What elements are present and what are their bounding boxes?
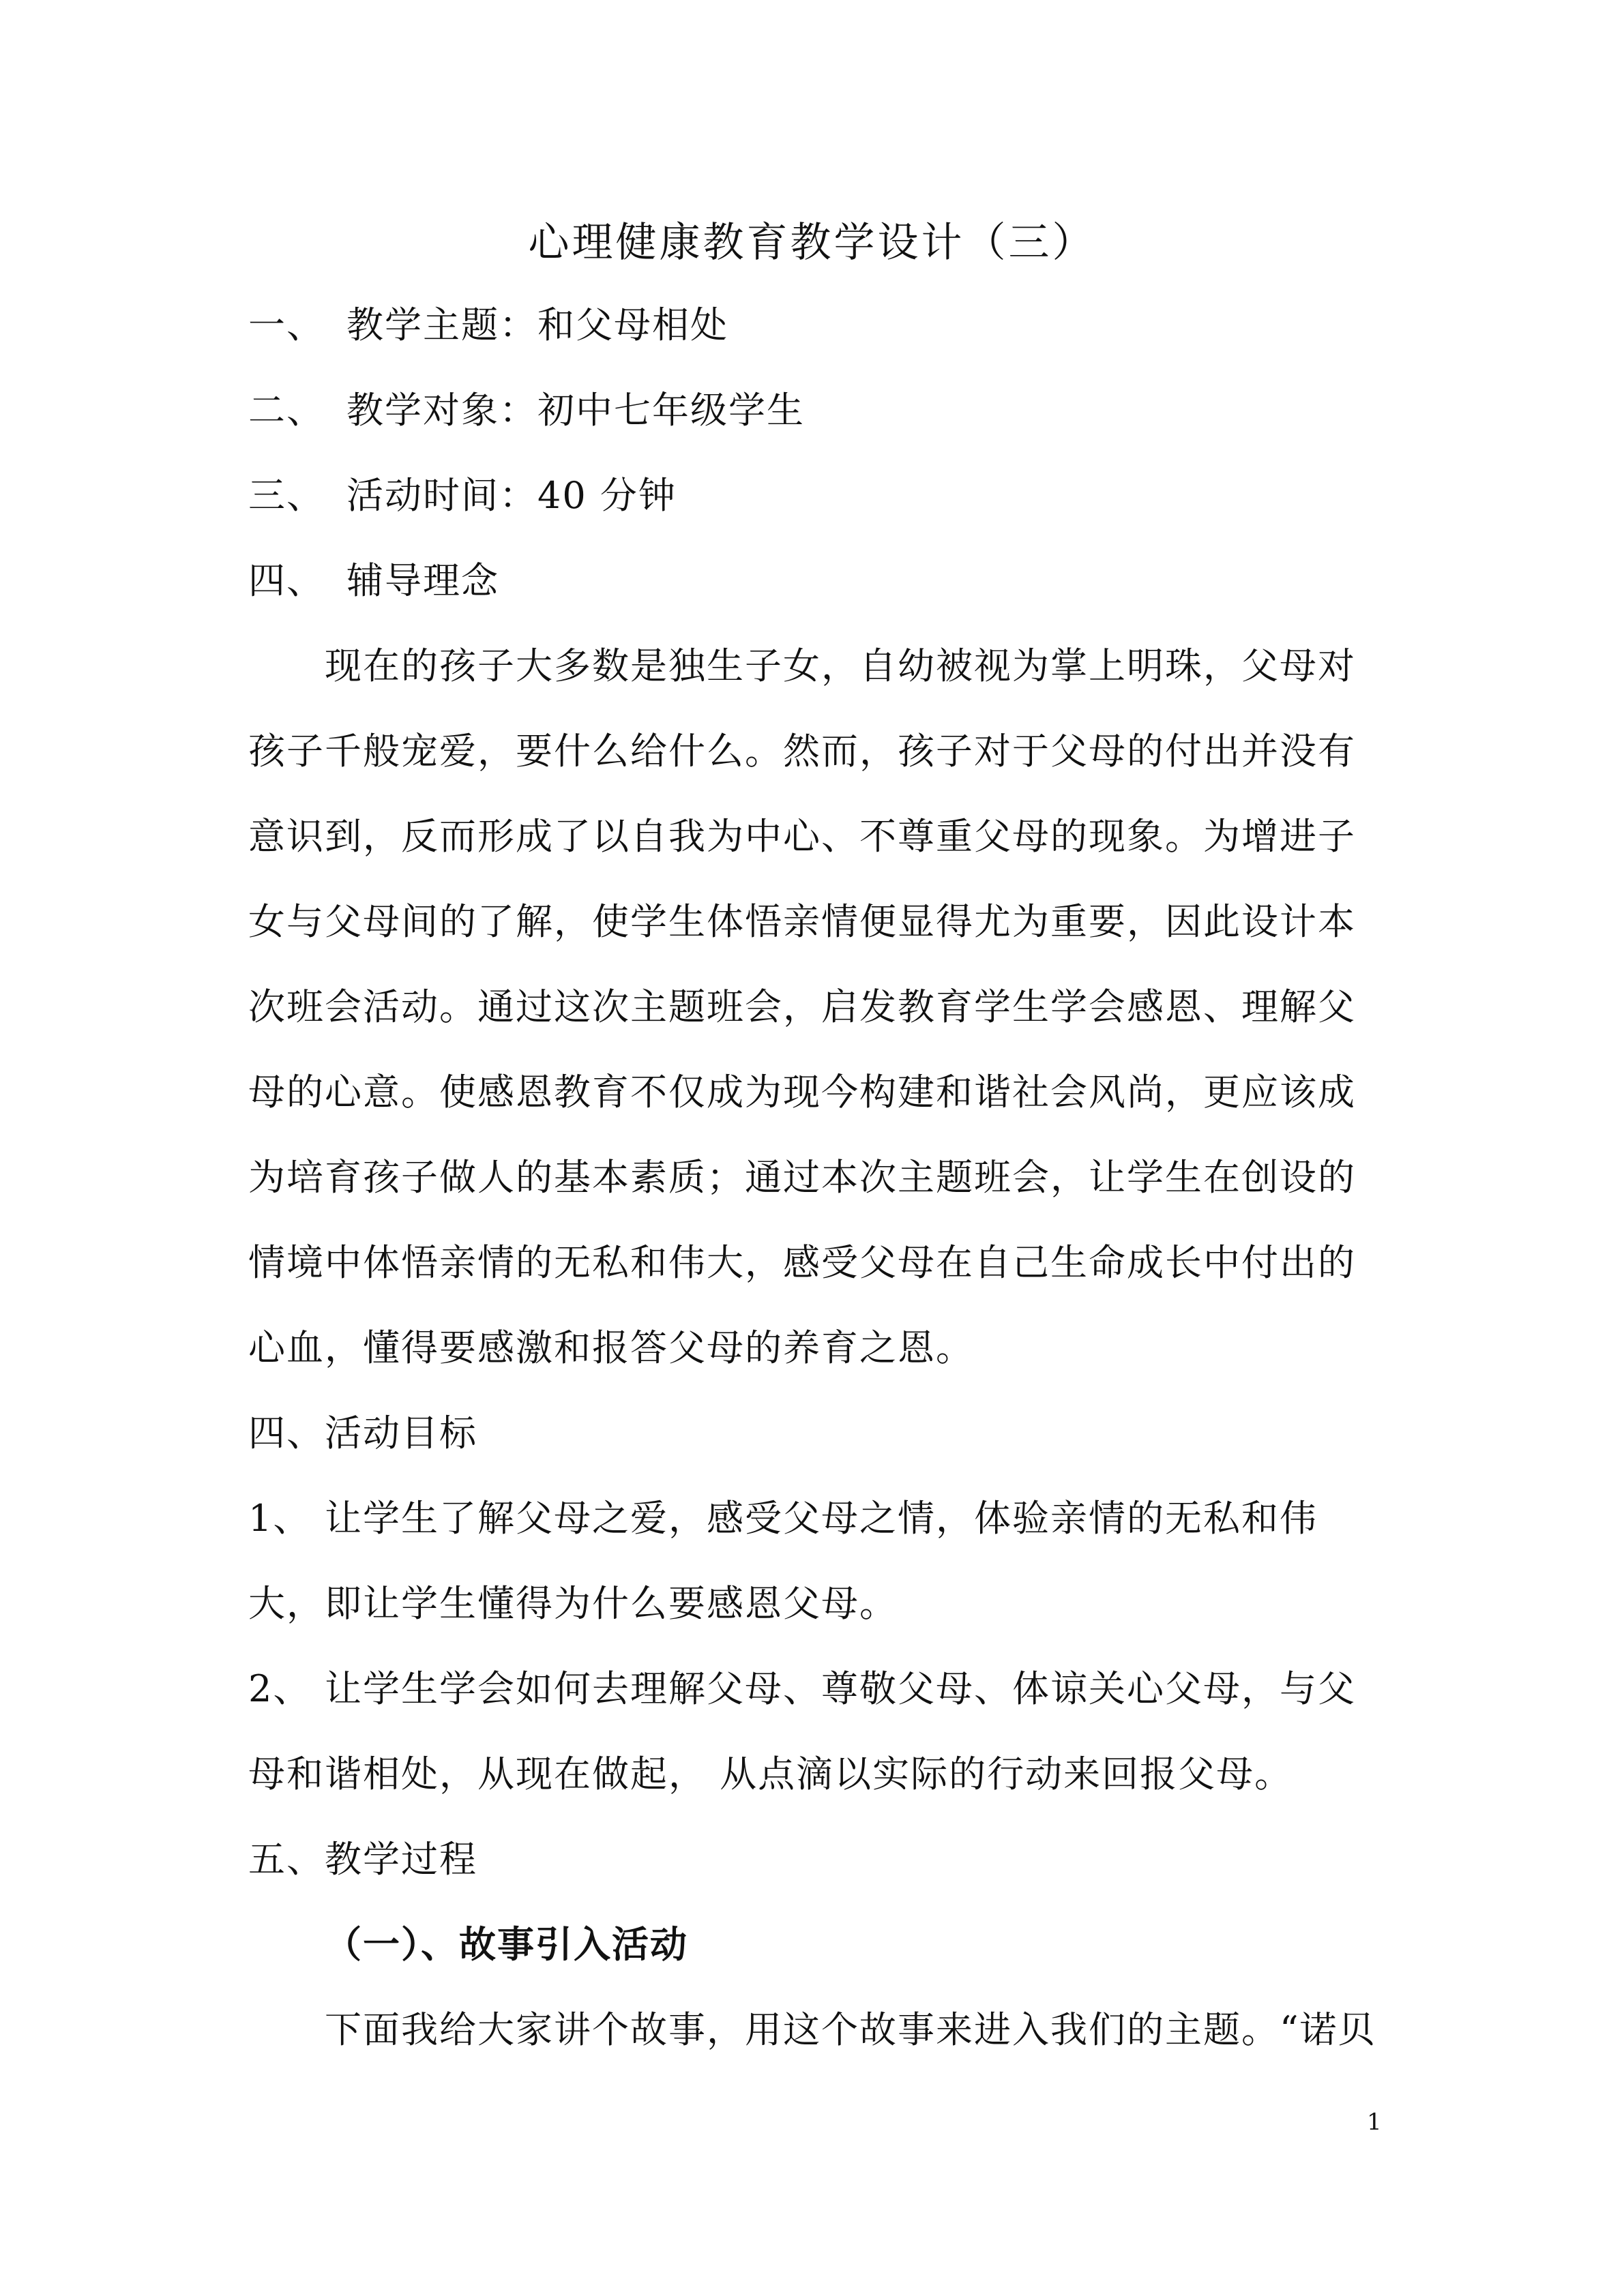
paragraph-line: 情境中体悟亲情的无私和伟大，感受父母在自己生命成长中付出的 [248, 1241, 1356, 1284]
paragraph-line: 现在的孩子大多数是独生子女，自幼被视为掌上明珠，父母对 [325, 644, 1356, 687]
goal-number: 2、 [248, 1667, 312, 1710]
section-topic [248, 301, 728, 349]
section-text: 教学对象：初中七年级学生 [346, 389, 805, 432]
paragraph-line: 母的心意。使感恩教育不仅成为现今构建和谐社会风尚，更应该成 [248, 1071, 1356, 1114]
story-intro-line: 下面我给大家讲个故事，用这个故事来进入我们的主题。“诺贝 [325, 2008, 1376, 2051]
goal-text: 让学生学会如何去理解父母、尊敬父母、体谅关心父母，与父 [325, 1667, 1356, 1710]
subheading-story: （一）、故事引入活动 [325, 1923, 688, 1966]
process-heading: 五、教学过程 [248, 1838, 477, 1881]
section-number: 四、 [248, 559, 325, 602]
section-time [248, 472, 677, 520]
section-number: 三、 [248, 474, 325, 517]
section-text: 教学主题：和父母相处 [346, 303, 728, 346]
section-text: 辅导理念 [346, 559, 499, 602]
goal-text: 让学生了解父母之爱，感受父母之情，体验亲情的无私和伟 [325, 1497, 1318, 1540]
section-number: 二、 [248, 389, 325, 432]
goal-1 [248, 1495, 1318, 1542]
goal-1-continued: 大，即让学生懂得为什么要感恩父母。 [248, 1582, 898, 1625]
paragraph-line: 为培育孩子做人的基本素质；通过本次主题班会，让学生在创设的 [248, 1156, 1356, 1199]
page-number: 1 [1367, 2108, 1382, 2136]
document-title: 心理健康教育教学设计（三） [528, 219, 1096, 267]
goal-number: 1、 [248, 1497, 312, 1540]
section-audience [248, 387, 805, 434]
paragraph-line: 意识到，反而形成了以自我为中心、不尊重父母的现象。为增进子 [248, 815, 1356, 858]
section-text: 活动时间：40 分钟 [346, 474, 677, 517]
goal-2 [248, 1665, 1356, 1713]
paragraph-line: 心血，懂得要感激和报答父母的养育之恩。 [248, 1326, 974, 1369]
paragraph-line: 女与父母间的了解，使学生体悟亲情便显得尤为重要，因此设计本 [248, 900, 1356, 943]
goal-2-continued: 母和谐相处，从现在做起， 从点滴以实际的行动来回报父母。 [248, 1753, 1293, 1795]
goals-heading: 四、活动目标 [248, 1412, 477, 1455]
paragraph-line: 次班会活动。通过这次主题班会，启发教育学生学会感恩、理解父 [248, 985, 1356, 1028]
paragraph-line: 孩子千般宠爱，要什么给什么。然而，孩子对于父母的付出并没有 [248, 730, 1356, 773]
section-concept [248, 557, 499, 605]
section-number: 一、 [248, 303, 325, 346]
